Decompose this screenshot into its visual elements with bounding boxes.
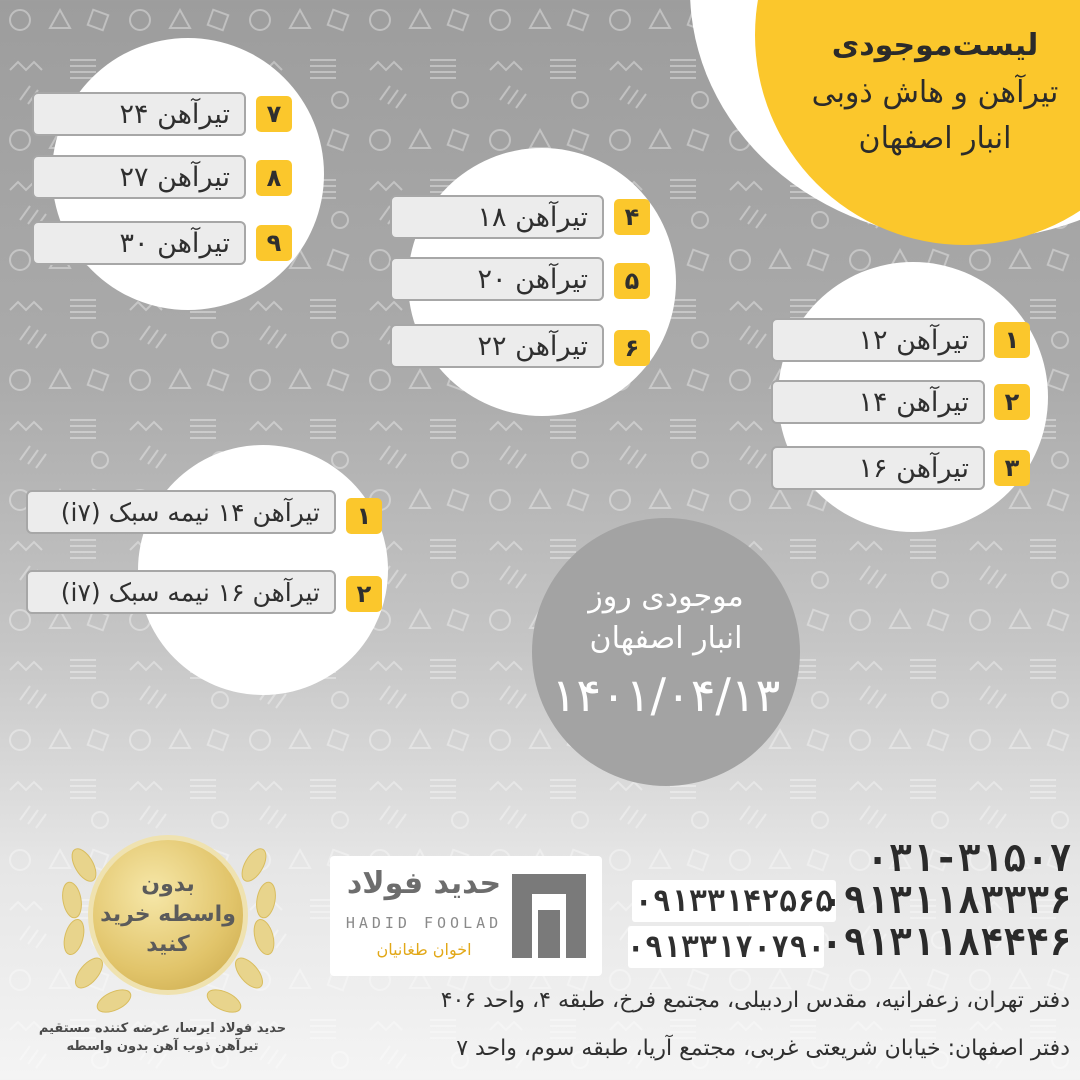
list-item-label: تیرآهن ۱۴ [771,380,985,424]
list-item-label: تیرآهن ۱۶ [771,446,985,490]
address-tehran: دفتر تهران، زعفرانیه، مقدس اردبیلی، مجتمع فرخ، طبقه ۴، واحد ۴۰۶ [440,988,1070,1013]
list-item-label: تیرآهن ۱۴ نیمه سبک (i۷) [26,490,336,534]
list-item-label: تیرآهن ۲۷ [32,155,246,199]
brand-logo [330,856,602,976]
phone-number: ۰۹۱۳۳۱۷۰۷۹۰ [628,926,824,968]
phone-number: ۰۳۱-۳۱۵۰۷ [866,836,1072,880]
phone-number: ۰۹۱۳۳۱۴۲۵۶۵ [632,880,836,922]
list-item-number: ۱ [346,498,382,534]
list-item-label: تیرآهن ۱۸ [390,195,604,239]
list-item-label: تیرآهن ۲۴ [32,92,246,136]
list-item-label: تیرآهن ۳۰ [32,221,246,265]
badge-line-2: واسطه خرید [100,902,236,927]
stock-date-line-1: موجودی روز [588,579,744,614]
list-item-label: تیرآهن ۲۰ [390,257,604,301]
list-item-number: ۶ [614,330,650,366]
slogan-line-2: تیرآهن ذوب آهن بدون واسطه [66,1039,259,1054]
phone-number: ۰۹۱۳۱۱۸۳۳۳۶ [820,878,1072,922]
stock-date-line-2: انبار اصفهان [589,621,743,656]
slogan-line-1: حدید فولاد ایرسا، عرضه کننده مستقیم [38,1021,287,1036]
list-item-number: ۷ [256,96,292,132]
list-item-label: تیرآهن ۱۲ [771,318,985,362]
page-title [790,22,1080,162]
title-line-1: لیست‌موجودی [831,28,1039,63]
address-isfahan: دفتر اصفهان: خیابان شریعتی غربی، مجتمع آریا، طبقه سوم، واحد ۷ [456,1036,1070,1061]
list-item-number: ۲ [994,384,1030,420]
title-line-3: انبار اصفهان [858,121,1012,156]
list-item-number: ۳ [994,450,1030,486]
list-item-label: تیرآهن ۲۲ [390,324,604,368]
phone-number: ۰۹۱۳۱۱۸۴۴۴۶ [820,920,1072,964]
stock-date: ۱۴۰۱/۰۴/۱۳ [551,668,781,722]
stock-date-circle [532,518,800,786]
list-item-number: ۹ [256,225,292,261]
logo-mark-icon [508,870,590,962]
no-middleman-badge [88,835,248,995]
logo-latin-name: HADID FOOLAD [345,914,503,932]
list-item-number: ۲ [346,576,382,612]
title-line-2: تیرآهن و هاش ذوبی [811,75,1059,110]
logo-name: حدید فولاد [346,866,502,901]
badge-line-3: کنید [146,932,190,957]
list-item-label: تیرآهن ۱۶ نیمه سبک (i۷) [26,570,336,614]
logo-subtitle: اخوان طغانیان [376,940,472,959]
list-item-number: ۱ [994,322,1030,358]
badge-line-1: بدون [141,872,195,897]
list-item-number: ۸ [256,160,292,196]
list-item-number: ۴ [614,199,650,235]
list-item-number: ۵ [614,263,650,299]
